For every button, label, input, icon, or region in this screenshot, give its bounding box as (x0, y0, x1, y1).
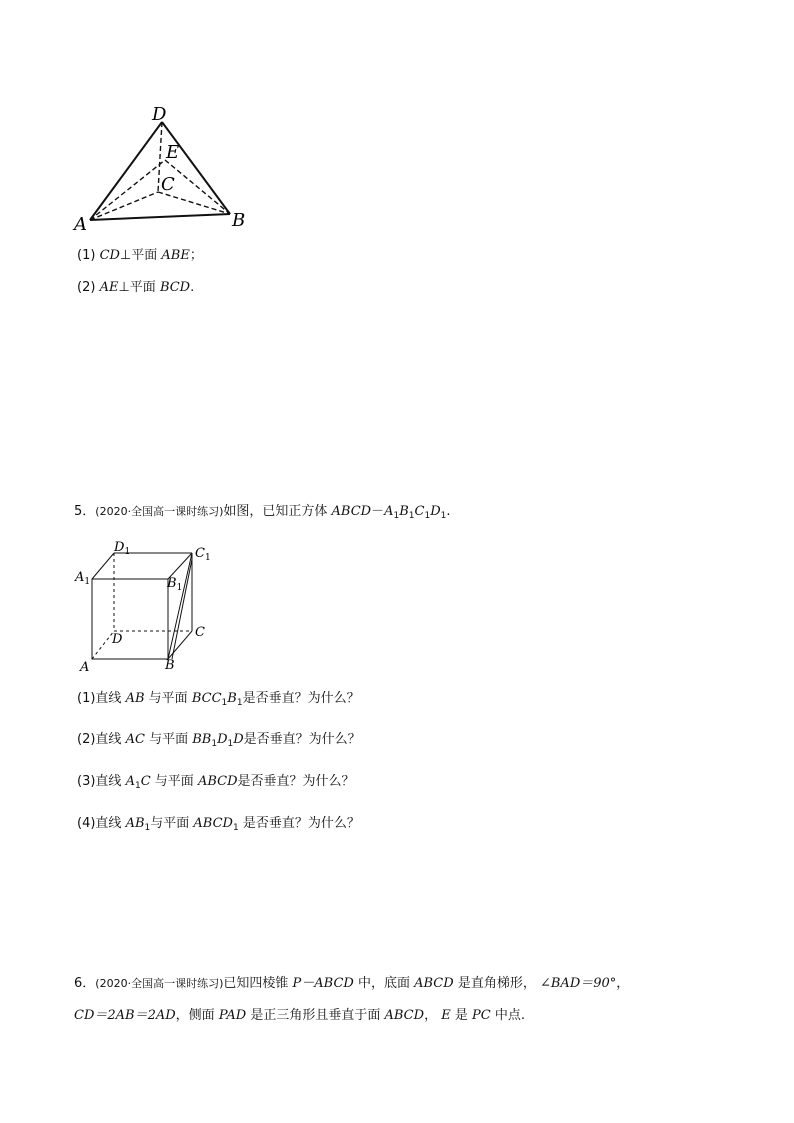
q6-stem-line-2: CD＝2AB＝2AD，侧面 PAD 是正三角形且垂直于面 ABCD， E 是 PC 中点. (74, 1008, 525, 1023)
label-B: B (232, 210, 246, 231)
label-A1: $A_1$ (75, 570, 91, 587)
label-B: B (165, 658, 175, 673)
label-C1: $C_1$ (195, 546, 211, 563)
label-B1: $B_1$ (167, 576, 183, 593)
q5-stem: 5．(2020·全国高一课时练习)如图，已知正方体 $ABCD-A_1B_1C_1D_1$. (74, 504, 451, 521)
q4-part-1: (1) CD⊥平面 ABE； (77, 248, 203, 263)
label-A: A (74, 214, 87, 235)
cube-figure (70, 535, 220, 675)
q6-stem-line-1: 6．(2020·全国高一课时练习)已知四棱锥 P－ABCD 中，底面 ABCD 是直角梯形， ∠BAD＝90°， (74, 976, 630, 991)
q4-part-2: (2) AE⊥平面 BCD. (77, 280, 195, 295)
label-C: C (161, 174, 175, 195)
label-D: D (112, 632, 123, 647)
q5-part-3: (3)直线 $A_1C$ 与平面 ABCD是否垂直？为什么？ (77, 774, 355, 791)
label-E: E (166, 142, 180, 163)
label-C: C (195, 625, 205, 640)
label-A: A (80, 660, 90, 675)
q5-part-4: (4)直线 $AB_1$与平面 $ABCD_1$ 是否垂直？为什么？ (77, 816, 360, 833)
q5-part-1: (1)直线 AB 与平面 $BCC_1B_1$是否垂直？为什么？ (77, 691, 360, 708)
label-D1: $D_1$ (114, 540, 131, 557)
tetrahedron-figure (70, 100, 260, 235)
label-D: D (152, 104, 167, 125)
q5-part-2: (2)直线 AC 与平面 $BB_1D_1D$是否垂直？为什么？ (77, 732, 361, 749)
